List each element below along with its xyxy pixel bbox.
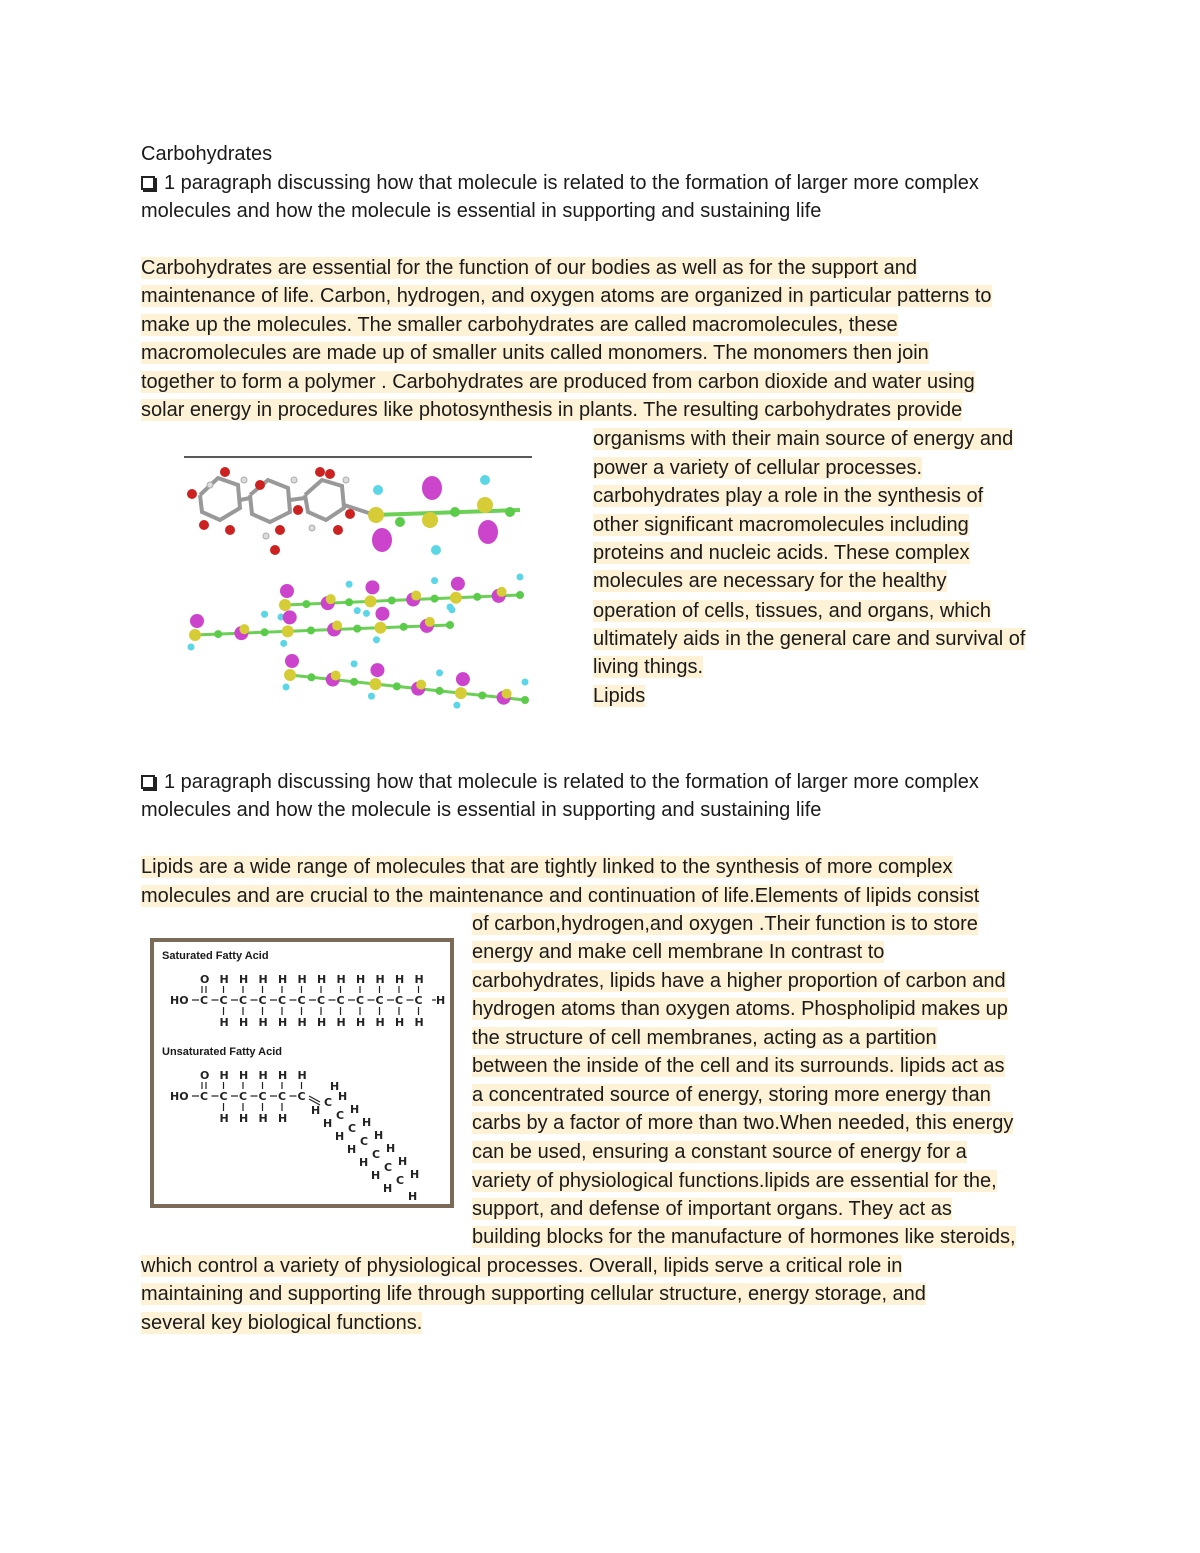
svg-text:H: H — [410, 1168, 420, 1181]
svg-text:H: H — [323, 1117, 333, 1130]
paragraph-line: organisms with their main source of energy and — [593, 428, 1014, 450]
svg-text:C: C — [395, 994, 404, 1007]
paragraph-line: building blocks for the manufacture of hormones like steroids, — [472, 1226, 1016, 1248]
saturated-fatty-acid-label: Saturated Fatty Acid — [162, 950, 269, 962]
paragraph-line: several key biological functions. — [141, 1312, 423, 1334]
paragraph-line: which control a variety of physiological processes. Overall, lipids serve a critical role in — [141, 1255, 903, 1277]
prompt-line: molecules and how the molecule is essential in supporting and sustaining life — [141, 799, 822, 821]
svg-text:H: H — [258, 1069, 268, 1082]
svg-text:C: C — [278, 1090, 287, 1103]
svg-text:H: H — [278, 1016, 288, 1029]
svg-text:H: H — [375, 1016, 385, 1029]
fatty-acid-figure — [150, 938, 454, 1208]
checkbox-icon[interactable] — [141, 775, 155, 789]
paragraph-line: maintenance of life. Carbon, hydrogen, and oxygen atoms are organized in particular patterns to — [141, 285, 992, 307]
svg-text:H: H — [335, 1130, 345, 1143]
svg-text:C: C — [258, 1090, 267, 1103]
svg-text:C: C — [336, 994, 345, 1007]
section-heading-carbohydrates: Carbohydrates — [141, 143, 273, 165]
svg-text:H: H — [330, 1080, 340, 1093]
svg-text:C: C — [200, 994, 209, 1007]
fatty-acid-structure-drawing — [154, 942, 450, 1204]
paragraph-line: between the inside of the cell and its surrounds. lipids act as — [472, 1055, 1005, 1077]
svg-text:H: H — [395, 1016, 405, 1029]
svg-text:C: C — [384, 1161, 393, 1174]
svg-text:H: H — [297, 973, 307, 986]
paragraph-line: the structure of cell membranes, acting as a partition — [472, 1027, 937, 1049]
svg-text:H: H — [239, 1069, 249, 1082]
svg-text:H: H — [359, 1156, 369, 1169]
svg-text:H: H — [362, 1116, 372, 1129]
svg-text:HO: HO — [170, 1090, 189, 1103]
paragraph-line: make up the molecules. The smaller carbohydrates are called macromolecules, these — [141, 314, 898, 336]
svg-text:H: H — [311, 1104, 321, 1117]
prompt-line: 1 paragraph discussing how that molecule is related to the formation of larger more complex — [141, 169, 979, 197]
svg-text:H: H — [219, 1016, 229, 1029]
svg-text:H: H — [278, 1069, 288, 1082]
paragraph-line: solar energy in procedures like photosynthesis in plants. The resulting carbohydrates provide — [141, 399, 963, 421]
svg-text:C: C — [239, 1090, 248, 1103]
svg-text:C: C — [324, 1096, 333, 1109]
paragraph-line: other significant macromolecules including — [593, 514, 969, 536]
paragraph-line: Lipids are a wide range of molecules that are tightly linked to the synthesis of more complex — [141, 856, 953, 878]
svg-text:H: H — [356, 973, 366, 986]
svg-text:C: C — [219, 994, 228, 1007]
svg-text:C: C — [372, 1148, 381, 1161]
svg-text:C: C — [297, 994, 306, 1007]
svg-text:H: H — [398, 1155, 408, 1168]
svg-text:H: H — [297, 1069, 307, 1082]
paragraph-line: can be used, ensuring a constant source of energy for a — [472, 1141, 967, 1163]
svg-text:O: O — [200, 973, 210, 986]
svg-text:H: H — [414, 1016, 424, 1029]
paragraph-line: operation of cells, tissues, and organs, which — [593, 600, 991, 622]
paragraph-line: variety of physiological functions.lipids are essential for the, — [472, 1170, 997, 1192]
svg-text:H: H — [219, 1069, 229, 1082]
svg-text:H: H — [239, 1112, 249, 1125]
paragraph-line: power a variety of cellular processes. — [593, 457, 923, 479]
svg-text:C: C — [278, 994, 287, 1007]
svg-text:C: C — [200, 1090, 209, 1103]
svg-text:H: H — [258, 1112, 268, 1125]
svg-text:C: C — [348, 1122, 357, 1135]
svg-text:C: C — [414, 994, 423, 1007]
svg-text:H: H — [383, 1182, 393, 1195]
svg-text:C: C — [297, 1090, 306, 1103]
svg-text:H: H — [258, 1016, 268, 1029]
svg-text:H: H — [375, 973, 385, 986]
svg-text:C: C — [336, 1109, 345, 1122]
svg-text:H: H — [278, 1112, 288, 1125]
paragraph-line: carbs by a factor of more than two.When needed, this energy — [472, 1112, 1014, 1134]
svg-text:H: H — [374, 1129, 384, 1142]
paragraph-line: macromolecules are made up of smaller units called monomers. The monomers then join — [141, 342, 929, 364]
paragraph-line: hydrogen atoms than oxygen atoms. Phospholipid makes up — [472, 998, 1008, 1020]
svg-text:C: C — [360, 1135, 369, 1148]
svg-text:H: H — [350, 1103, 360, 1116]
svg-text:C: C — [258, 994, 267, 1007]
paragraph-line: molecules are necessary for the healthy — [593, 570, 947, 592]
svg-text:C: C — [375, 994, 384, 1007]
paragraph-line: Carbohydrates are essential for the function of our bodies as well as for the support and — [141, 257, 918, 279]
paragraph-line: a concentrated source of energy, storing more energy than — [472, 1084, 991, 1106]
svg-text:HO: HO — [170, 994, 189, 1007]
paragraph-line: ultimately aids in the general care and survival of — [593, 628, 1026, 650]
svg-text:H: H — [239, 973, 249, 986]
svg-text:H: H — [356, 1016, 366, 1029]
svg-text:C: C — [356, 994, 365, 1007]
svg-text:C: C — [317, 994, 326, 1007]
svg-text:H: H — [347, 1143, 357, 1156]
paragraph-line: together to form a polymer . Carbohydrates are produced from carbon dioxide and water using — [141, 371, 975, 393]
svg-text:H: H — [371, 1169, 381, 1182]
svg-text:H: H — [317, 1016, 327, 1029]
svg-text:H: H — [297, 1016, 307, 1029]
svg-text:H: H — [258, 973, 268, 986]
svg-text:H: H — [317, 973, 327, 986]
paragraph-line: living things. — [593, 656, 704, 678]
paragraph-line: carbohydrates, lipids have a higher proportion of carbon and — [472, 970, 1006, 992]
svg-text:C: C — [239, 994, 248, 1007]
prompt-line: 1 paragraph discussing how that molecule is related to the formation of larger more complex — [141, 768, 979, 796]
paragraph-line: molecules and are crucial to the maintenance and continuation of life.Elements of lipids consist — [141, 885, 980, 907]
svg-text:H: H — [395, 973, 405, 986]
paragraph-line: proteins and nucleic acids. These complex — [593, 542, 970, 564]
paragraph-line: maintaining and supporting life through supporting cellular structure, energy storage, and — [141, 1283, 926, 1305]
paragraph-line: of carbon,hydrogen,and oxygen .Their function is to store — [472, 913, 978, 935]
checkbox-icon[interactable] — [141, 176, 155, 190]
svg-text:H: H — [219, 973, 229, 986]
svg-text:H: H — [408, 1190, 418, 1203]
svg-text:H: H — [239, 1016, 249, 1029]
svg-text:C: C — [396, 1174, 405, 1187]
svg-text:C: C — [219, 1090, 228, 1103]
svg-text:H: H — [336, 973, 346, 986]
svg-text:H: H — [436, 994, 446, 1007]
svg-text:H: H — [338, 1090, 348, 1103]
paragraph-line: energy and make cell membrane In contrast to — [472, 941, 885, 963]
svg-text:H: H — [219, 1112, 229, 1125]
unsaturated-fatty-acid-label: Unsaturated Fatty Acid — [162, 1046, 283, 1058]
svg-text:H: H — [414, 973, 424, 986]
svg-text:H: H — [386, 1142, 396, 1155]
svg-text:O: O — [200, 1069, 210, 1082]
svg-text:H: H — [336, 1016, 346, 1029]
paragraph-line: carbohydrates play a role in the synthesis of — [593, 485, 984, 507]
section-heading-lipids: Lipids — [593, 685, 646, 707]
prompt-line: molecules and how the molecule is essential in supporting and sustaining life — [141, 200, 822, 222]
svg-text:H: H — [278, 973, 288, 986]
carbohydrate-molecule-image — [180, 450, 535, 715]
paragraph-line: support, and defense of important organs. They act as — [472, 1198, 952, 1220]
